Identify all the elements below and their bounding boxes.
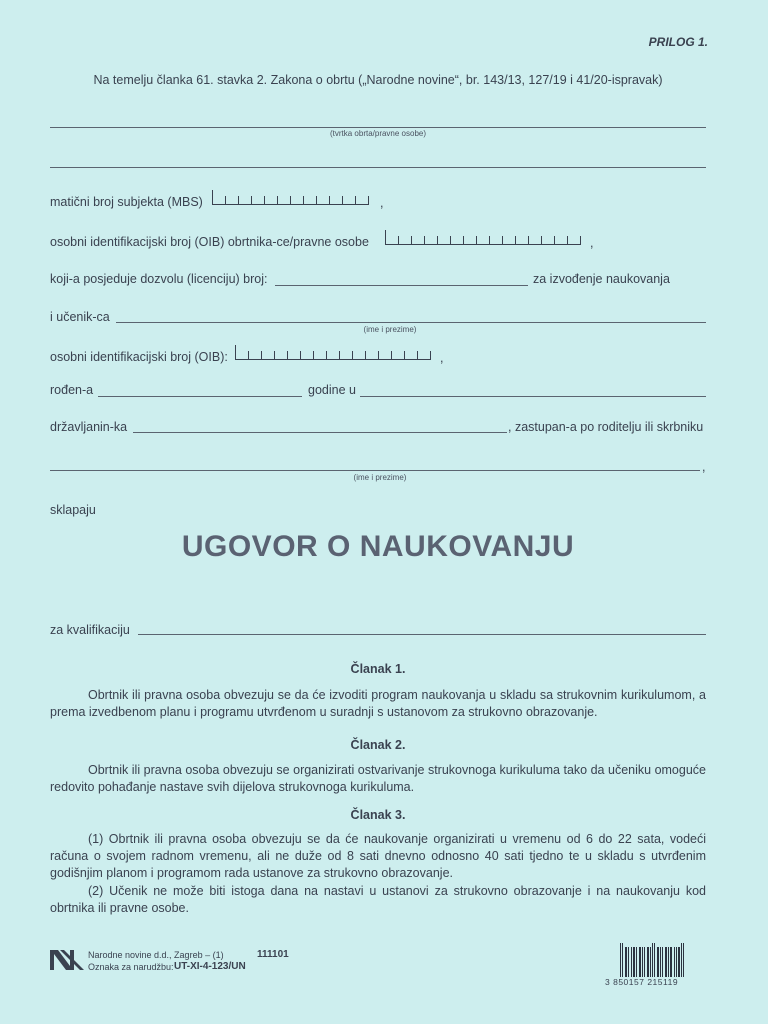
barcode-icon [620,943,706,977]
company-line[interactable] [50,127,706,128]
guardian-caption: (ime i prezime) [353,473,407,482]
qualification-label: za kvalifikaciju [50,623,130,637]
company-line-2[interactable] [50,167,706,168]
publisher: Narodne novine d.d., Zagreb – (1) [88,950,224,960]
mbs-comma: , [380,196,384,210]
student-name-line[interactable] [116,322,706,323]
article-3-title: Članak 3. [350,808,406,822]
citizen-label: državljanin-ka [50,420,128,434]
article-1-text: Obrtnik ili pravna osoba obvezuju se da će izvoditi program naukovanja u skladu sa strukovnim kurikulumom, a prema izvedbenom planu i programu utvrđenom u suradnji s ustanovom za strukovno obrazovanje. [50,688,706,719]
oib-student-comma: , [440,351,444,365]
guardian-comma: , [702,460,706,474]
article-2-text: Obrtnik ili pravna osoba obvezuju se organizirati ostvarivanje strukovnoga kurikuluma tako da učeniku omoguće redovito pohađanje nastave svih dijelova strukovnoga kurikuluma. [50,763,706,794]
oib-owner-boxes[interactable] [385,230,581,245]
licence-label: koji-a posjeduje dozvolu (licenciju) broj: [50,272,268,286]
student-label: i učenik-ca [50,310,110,324]
mbs-boxes[interactable] [212,190,369,205]
oib-student-label: osobni identifikacijski broj (OIB): [50,350,228,364]
year-label: godine u [308,383,356,397]
citizenship-line[interactable] [133,432,507,433]
narodne-novine-logo-icon [50,948,84,972]
order-label: Oznaka za narudžbu: [88,962,174,972]
qualification-line[interactable] [138,634,706,635]
licence-suffix: za izvođenje naukovanja [533,272,670,286]
preamble: Na temelju članka 61. stavka 2. Zakona o obrtu („Narodne novine“, br. 143/13, 127/19 i 41/20-ispravak) [93,73,663,87]
guardian-line[interactable] [50,470,700,471]
birthdate-line[interactable] [98,396,302,397]
licence-line[interactable] [275,285,528,286]
oib-owner-label: osobni identifikacijski broj (OIB) obrtnika-ce/pravne osobe [50,235,369,249]
represented-label: , zastupan-a po roditelju ili skrbniku [508,420,704,434]
contract-title: UGOVOR O NAUKOVANJU [181,530,575,563]
attachment-label: PRILOG 1. [648,35,708,49]
student-name-caption: (ime i prezime) [363,325,417,334]
article-3-paragraph-1: (1) Obrtnik ili pravna osoba obvezuju se da će naukovanje organizirati u vremenu od 6 do 22 sata, vodeći računa o svojem radnom vremenu, ali ne duže od 8 sati dnevno odnosno 40 sati tjedno te u skladu s utvrđenim godišnjim planom i programom rada ustanove za strukovno obrazovanje. [50,832,706,880]
article-3-paragraph-2: (2) Učenik ne može biti istoga dana na nastavi u ustanovi za strukovno obrazovanje i na naukovanju kod obrtnika ili pravne osobe. [50,884,706,915]
article-2-title: Članak 2. [350,738,406,752]
conclude-label: sklapaju [50,503,96,517]
order-code: UT-XI-4-123/UN [174,961,246,972]
mbs-label: matični broj subjekta (MBS) [50,195,203,209]
article-1-title: Članak 1. [350,662,406,676]
company-caption: (tvrtka obrta/pravne osobe) [329,129,427,138]
birthplace-line[interactable] [360,396,706,397]
oib-student-boxes[interactable] [235,345,431,360]
publisher-code: 111101 [257,949,289,960]
born-label: rođen-a [50,383,94,397]
barcode-digits: 3 850157 215119 [605,977,679,987]
oib-owner-comma: , [590,236,594,250]
